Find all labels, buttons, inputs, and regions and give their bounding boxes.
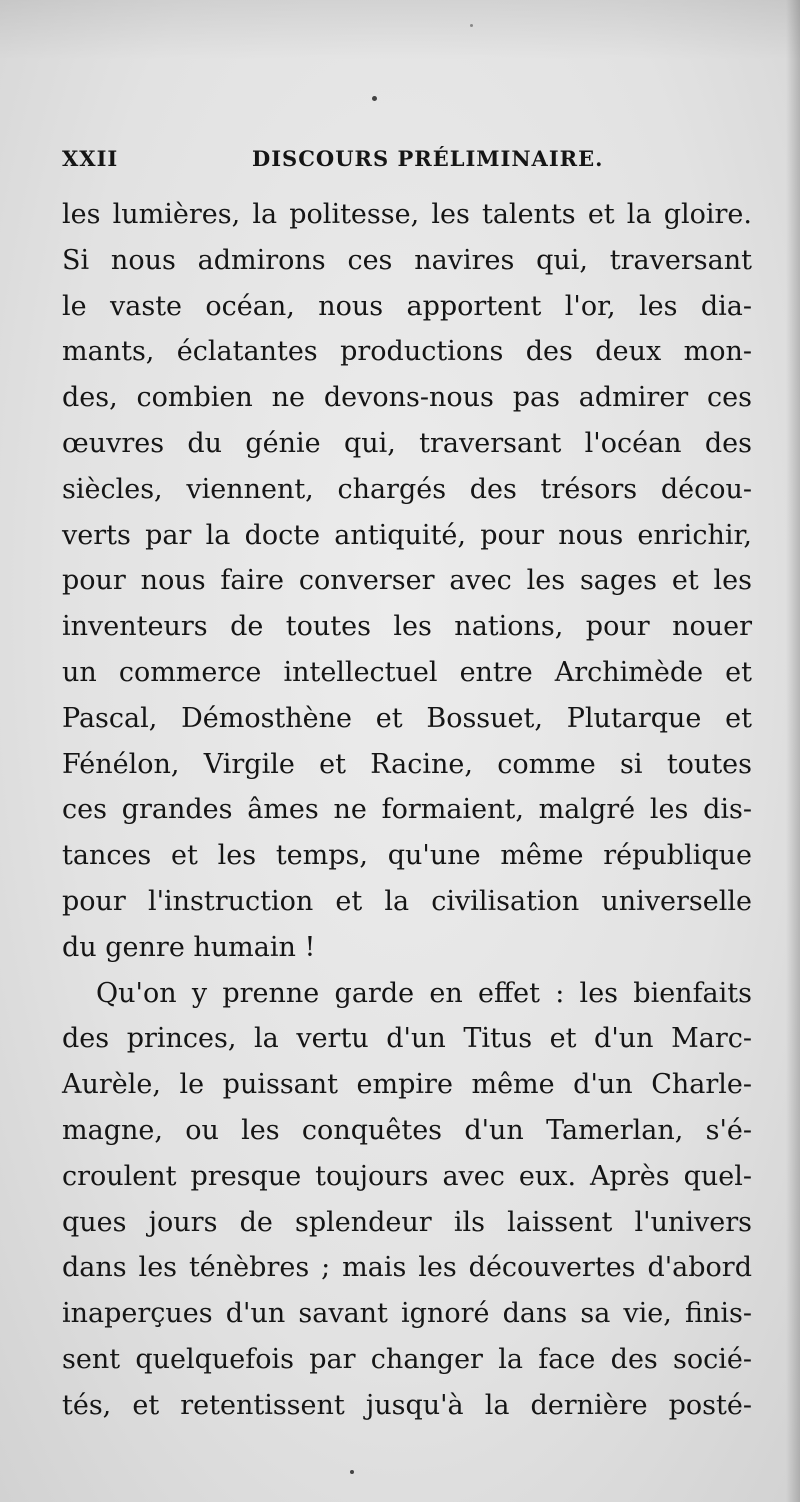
text-line: du genre humain !: [62, 931, 316, 963]
text-line: les lumières, la politesse, les talents et la gloire.: [62, 199, 752, 230]
paper-speck: [372, 96, 377, 101]
page-header: [62, 146, 752, 180]
text-line: mants, éclatantes productions des deux mon-: [62, 336, 752, 368]
text-line: le vaste océan, nous apportent l'or, les dia-: [62, 290, 752, 322]
text-line: tances et les temps, qu'une même république: [62, 840, 752, 872]
text-line: Si nous admirons ces navires qui, traversant: [62, 244, 752, 276]
text-line: des, combien ne devons-nous pas admirer ces: [62, 382, 752, 414]
text-line: un commerce intellectuel entre Archimède et: [62, 656, 752, 688]
text-line: sent quelquefois par changer la face des socié-: [62, 1343, 752, 1375]
text-line: Aurèle, le puissant empire même d'un Charle-: [62, 1069, 752, 1101]
page-shadow-right: [786, 0, 800, 1502]
text-line: dans les ténèbres ; mais les découvertes d'abord: [62, 1252, 752, 1284]
page-number: XXII: [62, 146, 119, 171]
text-line: siècles, viennent, chargés des trésors décou-: [62, 473, 752, 505]
paper-speck: [350, 1470, 354, 1474]
text-line: tés, et retentissent jusqu'à la dernière posté-: [62, 1389, 752, 1421]
text-line: Pascal, Démosthène et Bossuet, Plutarque et: [62, 702, 752, 734]
paper-speck: [470, 24, 473, 27]
paragraph-first-line: Qu'on y prenne garde en effet : les bienfaits: [96, 977, 752, 1009]
text-line: inventeurs de toutes les nations, pour nouer: [62, 611, 752, 643]
text-line: inaperçues d'un savant ignoré dans sa vie, finis-: [62, 1298, 752, 1330]
text-line: ques jours de splendeur ils laissent l'univers: [62, 1206, 752, 1238]
text-line: pour nous faire converser avec les sages et les: [62, 565, 752, 597]
text-line: croulent presque toujours avec eux. Après quel-: [62, 1160, 752, 1192]
text-line: verts par la docte antiquité, pour nous enrichir,: [62, 519, 752, 551]
text-line: ces grandes âmes ne formaient, malgré les dis-: [62, 794, 752, 826]
text-line: œuvres du génie qui, traversant l'océan des: [62, 427, 752, 459]
page-shadow-top: [0, 0, 800, 60]
body-text: [62, 192, 752, 1429]
text-line: des princes, la vertu d'un Titus et d'un Marc-: [62, 1023, 752, 1055]
text-line: Fénélon, Virgile et Racine, comme si toutes: [62, 748, 752, 780]
text-line: pour l'instruction et la civilisation universelle: [62, 885, 752, 917]
running-head: DISCOURS PRÉLIMINAIRE.: [252, 146, 604, 171]
text-line: magne, ou les conquêtes d'un Tamerlan, s'é-: [62, 1114, 752, 1146]
